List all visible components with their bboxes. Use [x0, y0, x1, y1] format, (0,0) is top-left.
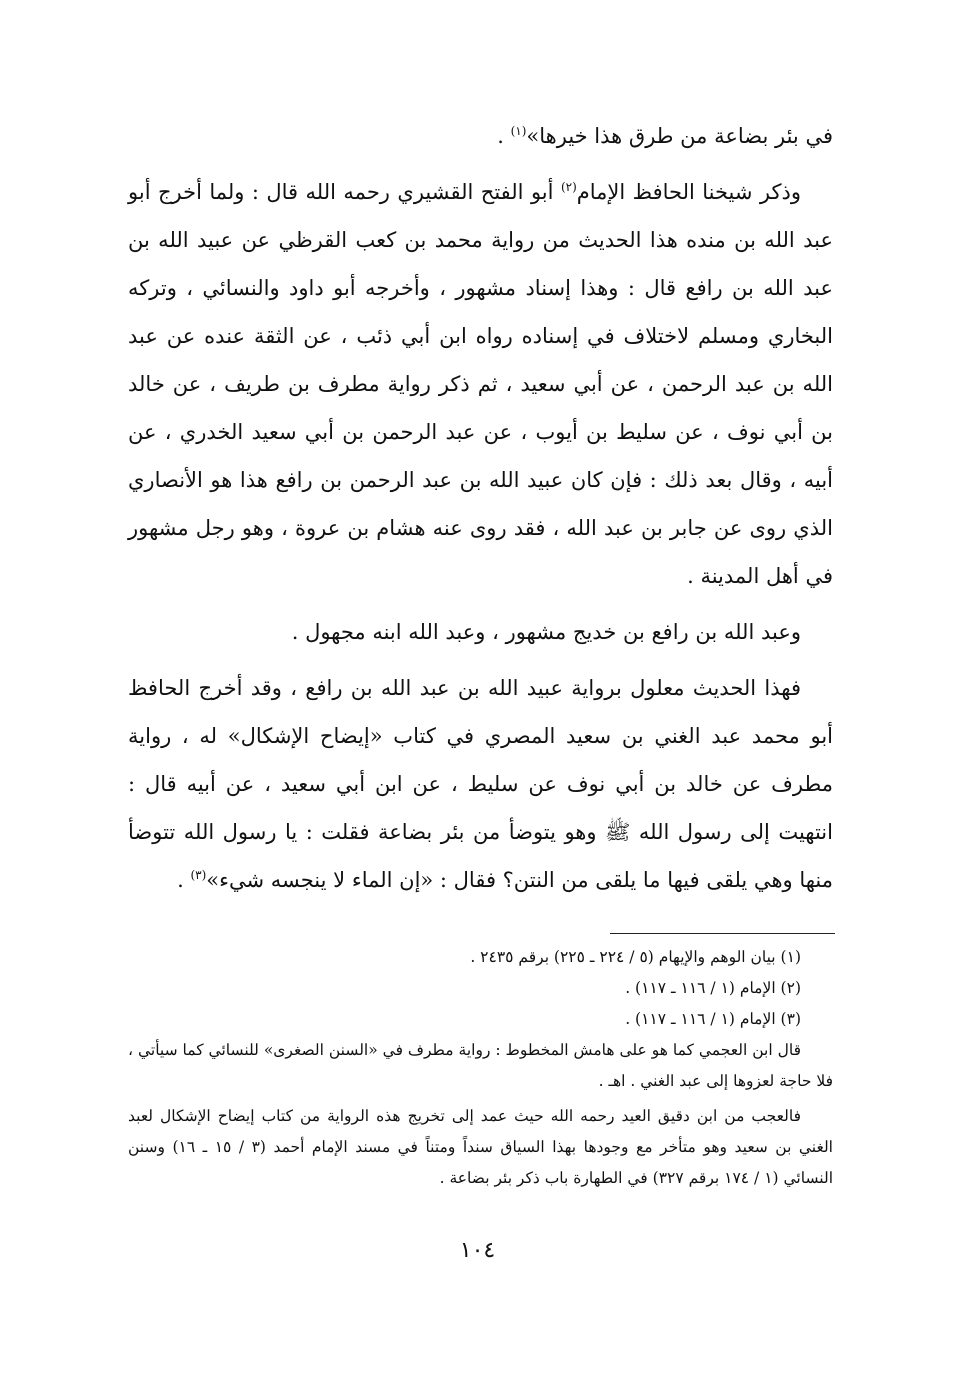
footnote-3: (٣) الإمام (١ / ١١٦ ـ ١١٧) .: [625, 1010, 801, 1028]
paragraph-1: [128, 112, 833, 160]
footnote-note-2: فالعجب من ابن دقيق العيد رحمه الله حيث عمد إلى تخريج هذه الرواية من كتاب إيضاح الإشكال لعبد الغني بن سعيد وهو متأخر مع وجودها بهذا السياق سنداً ومتناً في مسند الإمام أحمد (٣ / ١٥ ـ ١٦) وسنن النسائي (١ / ١٧٤ برقم ٣٢٧) في الطهارة باب ذكر بئر بضاعة .: [128, 1107, 833, 1187]
paragraph-1-tail: .: [497, 124, 511, 148]
paragraph-3: [128, 608, 833, 656]
paragraph-2: [128, 168, 833, 600]
paragraph-4: [128, 664, 833, 904]
footnote-1: (١) بيان الوهم والإيهام (٥ / ٢٢٤ ـ ٢٢٥) برقم ٢٤٣٥ .: [470, 948, 801, 966]
paragraph-2-text: وذكر شيخنا الحافظ الإمام: [576, 180, 802, 204]
paragraph-4-tail: .: [177, 868, 191, 892]
footnote-note-1: قال ابن العجمي كما هو على هامش المخطوط : رواية مطرف في «السنن الصغرى» للنسائي كما سيأتي ، فلا حاجة لعزوها إلى عبد الغني . اهـ .: [128, 1041, 833, 1090]
footnote-separator: [610, 933, 835, 934]
footnote-ref-2: (٢): [560, 180, 577, 194]
paragraph-3-text: وعبد الله بن رافع بن خديج مشهور ، وعبد الله ابنه مجهول .: [291, 620, 801, 644]
paragraph-4-text: فهذا الحديث معلول برواية عبيد الله بن عبد الله بن رافع ، وقد أخرج الحافظ أبو محمد عبد الغني بن سعيد المصري في كتاب «إيضاح الإشكال» له ، رواية مطرف عن خالد بن أبي نوف عن سليط ، عن ابن أبي سعيد ، عن أبيه قال : انتهيت إلى رسول الله ﷺ وهو يتوضأ من بئر بضاعة فقلت : يا رسول الله تتوضأ منها وهي يلقى فيها ما يلقى من النتن؟ فقال : «إن الماء لا ينجسه شيء»: [128, 676, 833, 892]
footnotes: [128, 942, 833, 1194]
main-text: [128, 112, 833, 912]
footnote-ref-3: (٣): [190, 868, 207, 882]
paragraph-2-tail: أبو الفتح القشيري رحمه الله قال : ولما أخرج أبو عبد الله بن منده هذا الحديث من رواية محمد بن كعب القرظي عن عبيد الله بن عبد الله بن رافع قال : وهذا إسناد مشهور ، وأخرجه أبو داود والنسائي ، وتركه البخاري ومسلم لاختلاف في إسناده رواه ابن أبي ذئب ، عن الثقة عنده عن عبد الله بن عبد الرحمن ، عن أبي سعيد ، ثم ذكر رواية مطرف بن طريف ، عن خالد بن أبي نوف ، عن سليط بن أيوب ، عن عبد الرحمن بن أبي سعيد الخدري ، عن أبيه ، وقال بعد ذلك : فإن كان عبيد الله بن عبد الرحمن بن رافع هذا هو الأنصاري الذي روى عن جابر بن عبد الله ، فقد روى عنه هشام بن عروة ، وهو رجل مشهور في أهل المدينة .: [128, 180, 833, 588]
footnote-2: (٢) الإمام (١ / ١١٦ ـ ١١٧) .: [625, 979, 801, 997]
page-number: ١٠٤: [459, 1238, 496, 1263]
footnote-ref-1: (١): [510, 124, 527, 138]
paragraph-1-text: في بئر بضاعة من طرق هذا خيرها»: [526, 124, 833, 148]
